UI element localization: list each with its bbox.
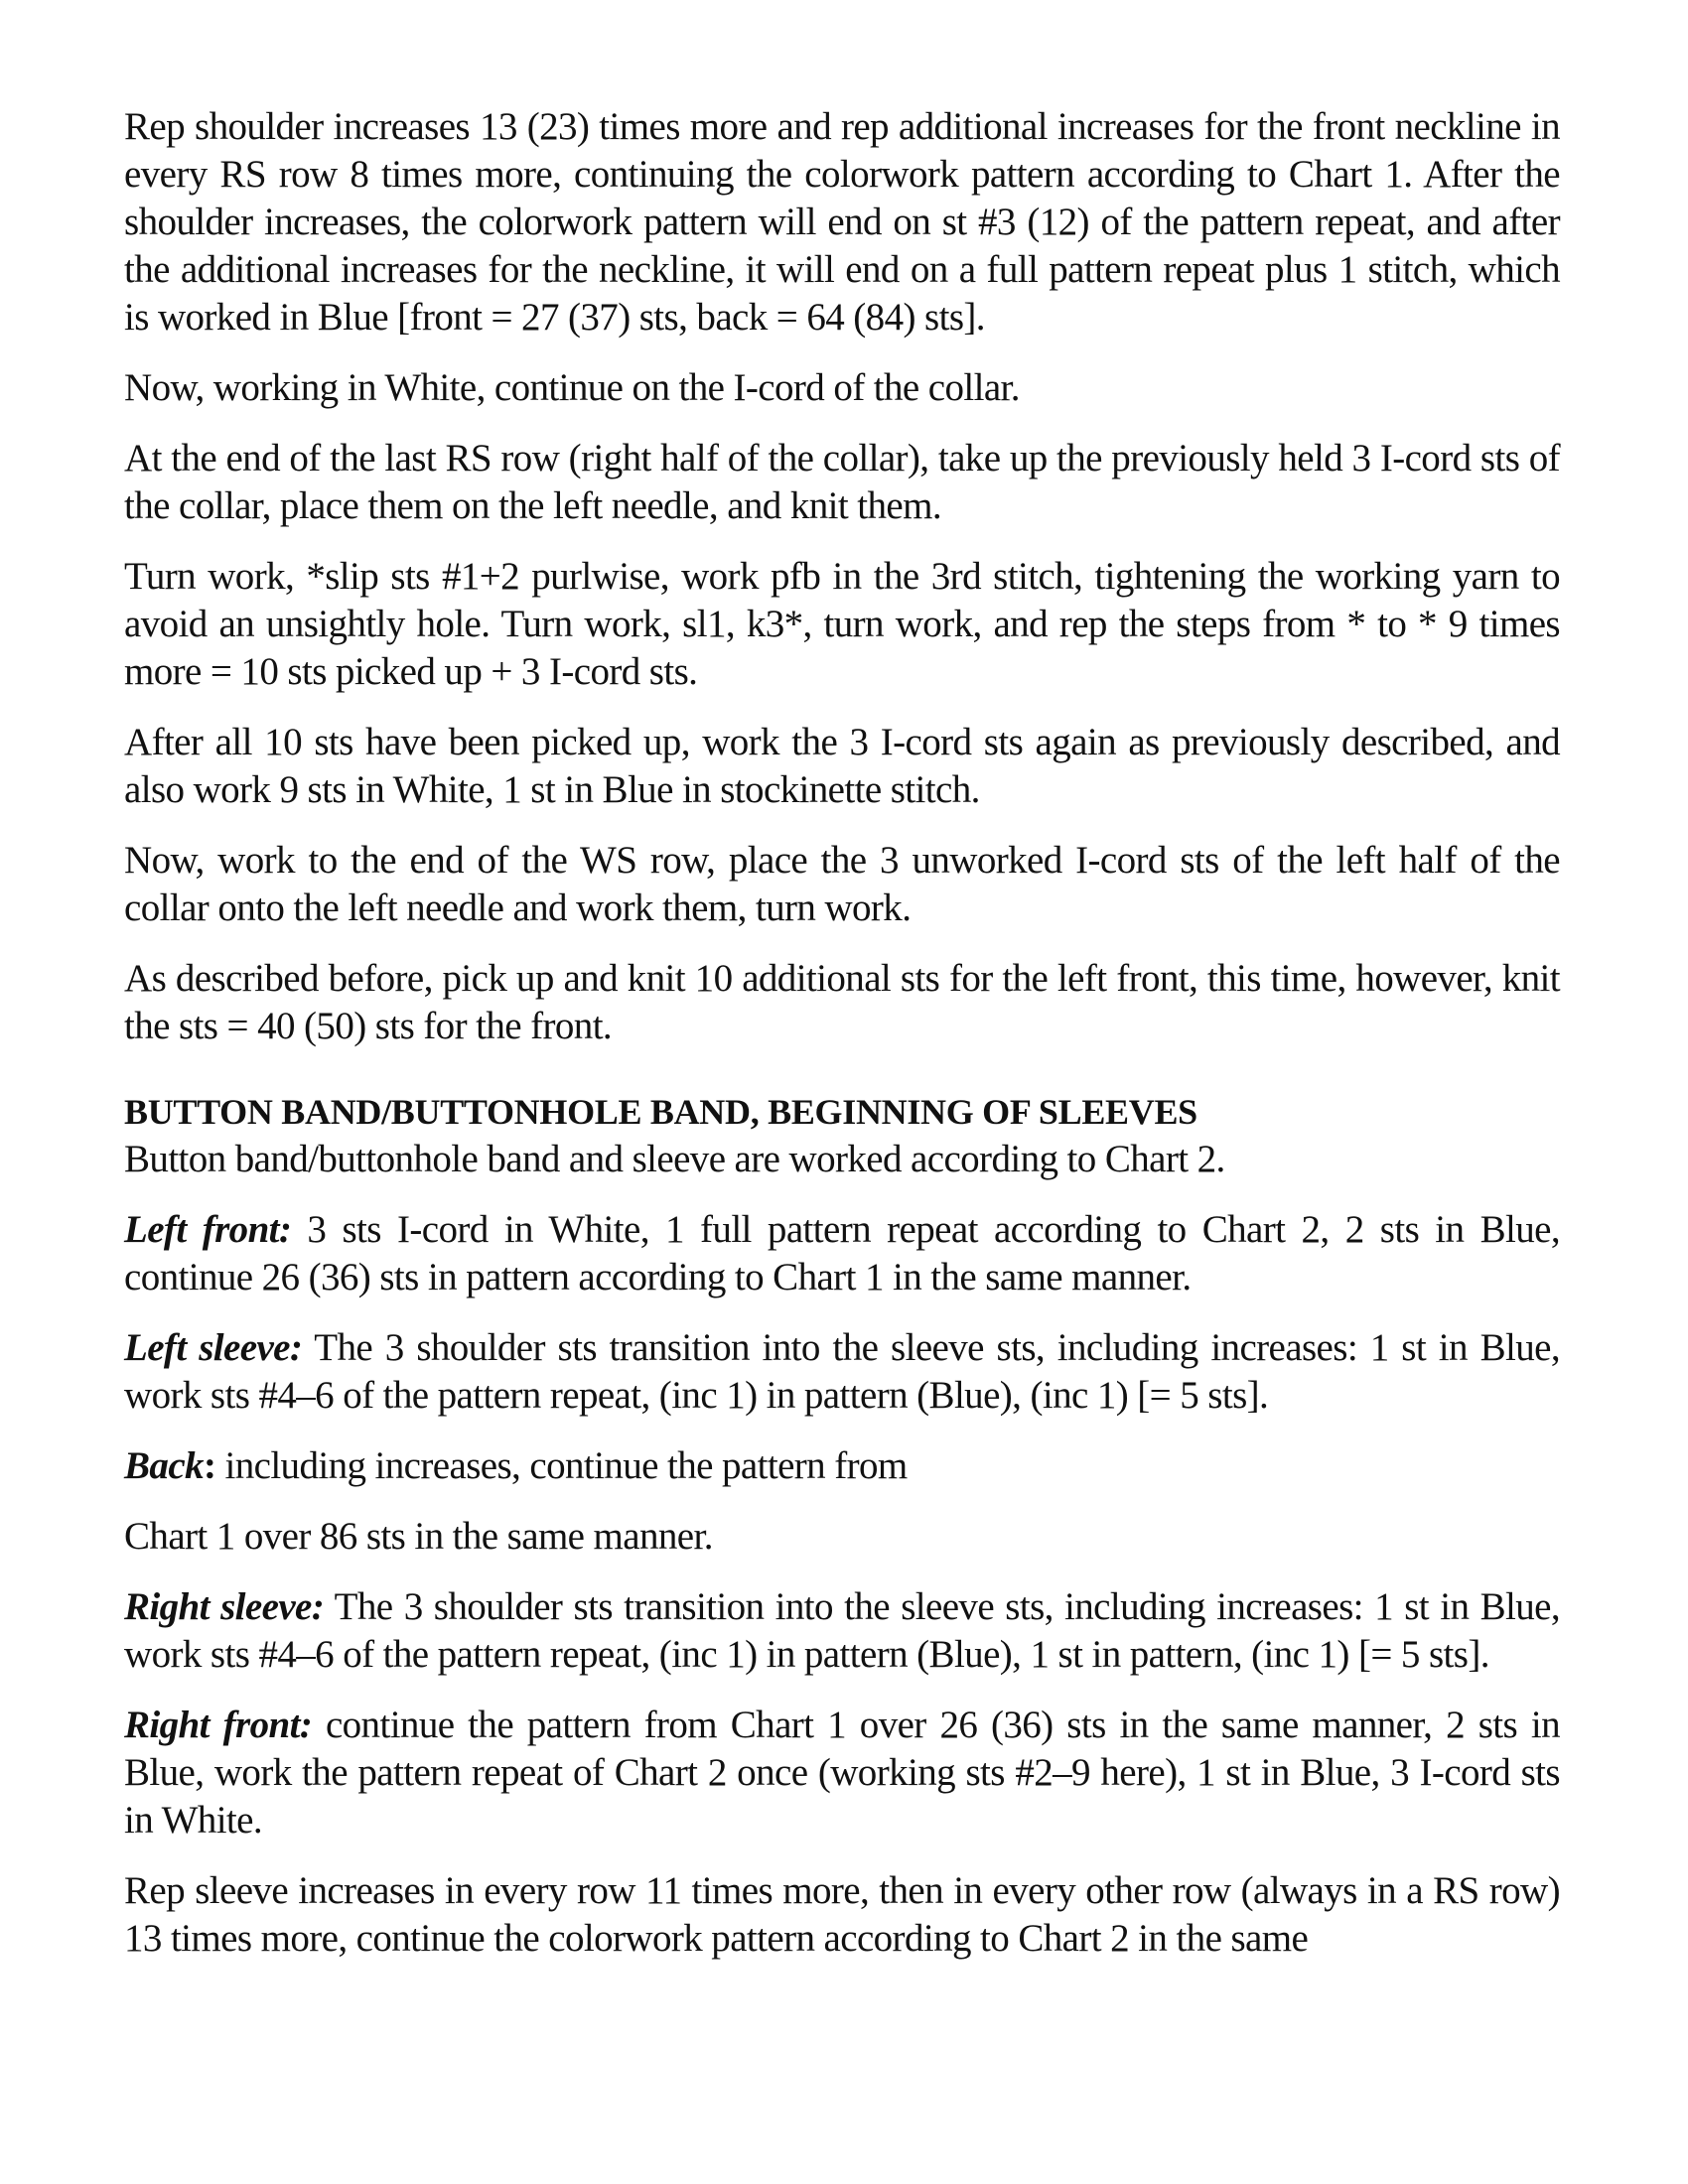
left-front-text: 3 sts I-cord in White, 1 full pattern repeat according to Chart 2, 2 sts in Blue, continue 26 (36) sts in pattern according to Chart 1 in the same manner. [124, 1208, 1560, 1298]
left-front-paragraph [124, 1206, 1560, 1301]
section-intro: Button band/buttonhole band and sleeve are worked according to Chart 2. [124, 1138, 1225, 1180]
right-front-label: Right front: [124, 1704, 313, 1746]
final-paragraph: Rep sleeve increases in every row 11 times more, then in every other row (always in a RS row) 13 times more, continue the colorwork pattern according to Chart 2 in the same [124, 1869, 1560, 1960]
left-front-label: Left front: [124, 1208, 292, 1251]
left-sleeve-paragraph [124, 1324, 1560, 1420]
right-front-paragraph [124, 1702, 1560, 1844]
back-continued-paragraph: Chart 1 over 86 sts in the same manner. [124, 1515, 713, 1558]
back-text: including increases, continue the pattern from [215, 1444, 908, 1487]
paragraph-turn-work: Turn work, *slip sts #1+2 purlwise, work pfb in the 3rd stitch, tightening the working yarn to avoid an unsightly hole. Turn work, sl1, k3*, turn work, and rep the steps from * to * 9 times more = 10 sts picked up + 3 I-cord sts. [124, 555, 1560, 693]
left-sleeve-text: The 3 shoulder sts transition into the sleeve sts, including increases: 1 st in Blue, work sts #4–6 of the pattern repeat, (inc 1) in pattern (Blue), (inc 1) [= 5 sts]. [124, 1326, 1561, 1417]
document-page [124, 103, 1560, 1985]
right-sleeve-label: Right sleeve: [124, 1585, 325, 1628]
paragraph-right-half-collar: At the end of the last RS row (right half of the collar), take up the previously held 3 I-cord sts of the collar, place them on the left needle, and knit them. [124, 437, 1560, 527]
paragraph-after-pickup: After all 10 sts have been picked up, work the 3 I-cord sts again as previously described, and also work 9 sts in White, 1 st in Blue in stockinette stitch. [124, 721, 1560, 811]
back-paragraph [124, 1442, 1560, 1490]
paragraph-collar-icord: Now, working in White, continue on the I-cord of the collar. [124, 366, 1020, 409]
right-front-text: continue the pattern from Chart 1 over 26 (36) sts in the same manner, 2 sts in Blue, work the pattern repeat of Chart 2 once (working sts #2–9 here), 1 st in Blue, 3 I-cord sts in White. [124, 1704, 1560, 1842]
back-label: Back [124, 1444, 204, 1487]
right-sleeve-text: The 3 shoulder sts transition into the sleeve sts, including increases: 1 st in Blue, work sts #4–6 of the pattern repeat, (inc 1) in pattern (Blue), 1 st in pattern, (inc 1) [= 5 sts]. [124, 1585, 1560, 1676]
paragraph-shoulder-increases: Rep shoulder increases 13 (23) times more and rep additional increases for the front neckline in every RS row 8 times more, continuing the colorwork pattern according to Chart 1. After the shoulder increases, the colorwork pattern will end on st #3 (12) of the pattern repeat, and after the additional increases for the neckline, it will end on a full pattern repeat plus 1 stitch, which is worked in Blue [front = 27 (37) sts, back = 64 (84) sts]. [124, 105, 1560, 339]
paragraph-ws-row: Now, work to the end of the WS row, place the 3 unworked I-cord sts of the left half of the collar onto the left needle and work them, turn work. [124, 839, 1560, 929]
left-sleeve-label: Left sleeve: [124, 1326, 303, 1369]
section-heading: BUTTON BAND/BUTTONHOLE BAND, BEGINNING OF SLEEVES [124, 1092, 1197, 1132]
paragraph-left-front-pickup: As described before, pick up and knit 10 additional sts for the left front, this time, however, knit the sts = 40 (50) sts for the front. [124, 957, 1560, 1047]
right-sleeve-paragraph [124, 1583, 1560, 1679]
back-colon: : [203, 1444, 216, 1487]
